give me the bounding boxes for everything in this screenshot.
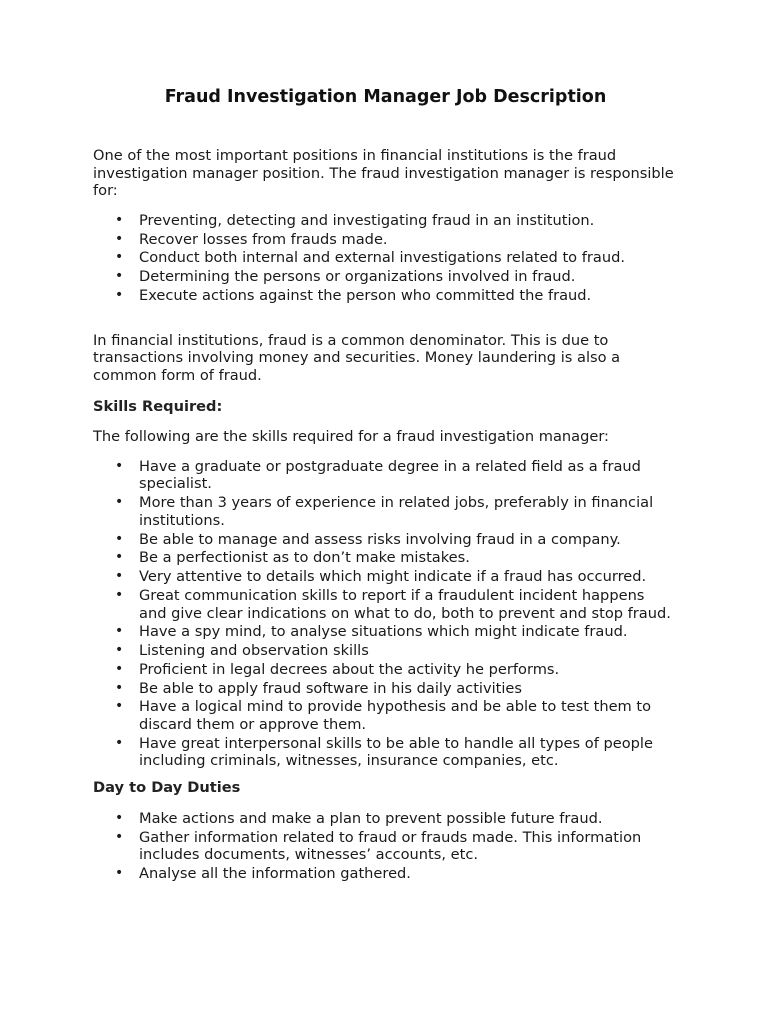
skills-heading: Skills Required: xyxy=(93,398,223,416)
list-item-text: Be able to manage and assess risks involving fraud in a company. xyxy=(139,530,621,548)
list-item-text: Have a spy mind, to analyse situations which might indicate fraud. xyxy=(139,623,628,641)
list-item-text: Analyse all the information gathered. xyxy=(139,865,411,883)
bullet-icon: • xyxy=(115,828,124,845)
duties-heading: Day to Day Duties xyxy=(93,779,241,797)
list-item xyxy=(93,458,674,493)
list-item-text: Execute actions against the person who committed the fraud. xyxy=(139,286,592,304)
bullet-icon: • xyxy=(115,211,124,228)
list-item-text: Gather information related to fraud or frauds made. This information includes documents, witnesses’ accounts, etc. xyxy=(139,828,642,864)
list-item-text: Determining the persons or organizations involved in fraud. xyxy=(139,268,576,286)
list-item xyxy=(93,212,674,230)
intro-paragraph: One of the most important positions in financial institutions is the fraud investigation manager position. The fraud investigation manager is responsible for: xyxy=(93,147,674,200)
bullet-icon: • xyxy=(115,549,124,566)
list-item xyxy=(93,587,674,622)
list-item xyxy=(93,268,674,286)
list-item xyxy=(93,531,674,549)
list-item-text: Very attentive to details which might indicate if a fraud has occurred. xyxy=(139,568,647,586)
fraud-context-paragraph: In financial institutions, fraud is a common denominator. This is due to transactions involving money and securities. Money laundering is also a common form of fraud. xyxy=(93,331,621,384)
bullet-icon: • xyxy=(115,586,124,603)
list-item xyxy=(93,623,674,641)
list-item-text: More than 3 years of experience in related jobs, preferably in financial institutions. xyxy=(139,494,654,529)
list-item xyxy=(93,568,674,586)
list-item-text: Have a graduate or postgraduate degree in a related field as a fraud specialist. xyxy=(139,457,641,493)
bullet-icon: • xyxy=(115,249,124,266)
list-item xyxy=(93,642,674,660)
responsibilities-list xyxy=(93,212,674,305)
list-item xyxy=(93,549,674,567)
skills-list xyxy=(93,458,674,770)
bullet-icon: • xyxy=(115,530,124,547)
list-item xyxy=(93,865,674,883)
document-title: Fraud Investigation Manager Job Description xyxy=(164,87,607,107)
list-item-text: Be able to apply fraud software in his daily activities xyxy=(139,679,523,697)
list-item-text: Have a logical mind to provide hypothesis and be able to test them to discard them or approve them. xyxy=(139,698,652,734)
list-item-text: Listening and observation skills xyxy=(139,642,369,660)
bullet-icon: • xyxy=(115,734,124,751)
list-item xyxy=(93,287,674,305)
list-item xyxy=(93,810,674,828)
bullet-icon: • xyxy=(115,230,124,247)
list-item-text: Conduct both internal and external investigations related to fraud. xyxy=(139,249,625,267)
bullet-icon: • xyxy=(115,623,124,640)
bullet-icon: • xyxy=(115,494,124,511)
bullet-icon: • xyxy=(115,457,124,474)
list-item-text: Recover losses from frauds made. xyxy=(139,230,388,248)
list-item-text: Have great interpersonal skills to be able to handle all types of people including criminals, witnesses, insurance companies, etc. xyxy=(139,734,653,770)
list-item xyxy=(93,829,674,864)
bullet-icon: • xyxy=(115,810,124,827)
list-item-text: Great communication skills to report if a fraudulent incident happens and give clear indications on what to do, both to prevent and stop fraud. xyxy=(139,586,671,622)
list-item-text: Proficient in legal decrees about the activity he performs. xyxy=(139,660,560,678)
list-item xyxy=(93,680,674,698)
list-item xyxy=(93,494,674,529)
bullet-icon: • xyxy=(115,660,124,677)
list-item xyxy=(93,698,674,733)
list-item xyxy=(93,249,674,267)
skills-intro-paragraph: The following are the skills required for a fraud investigation manager: xyxy=(93,428,609,446)
bullet-icon: • xyxy=(115,568,124,585)
bullet-icon: • xyxy=(115,698,124,715)
list-item xyxy=(93,231,674,249)
list-item xyxy=(93,735,674,770)
bullet-icon: • xyxy=(115,642,124,659)
list-item-text: Be a perfectionist as to don’t make mistakes. xyxy=(139,549,470,567)
list-item-text: Preventing, detecting and investigating fraud in an institution. xyxy=(139,211,595,229)
bullet-icon: • xyxy=(115,679,124,696)
list-item-text: Make actions and make a plan to prevent possible future fraud. xyxy=(139,810,603,828)
duties-list xyxy=(93,810,674,883)
bullet-icon: • xyxy=(115,268,124,285)
bullet-icon: • xyxy=(115,286,124,303)
bullet-icon: • xyxy=(115,865,124,882)
list-item xyxy=(93,661,674,679)
